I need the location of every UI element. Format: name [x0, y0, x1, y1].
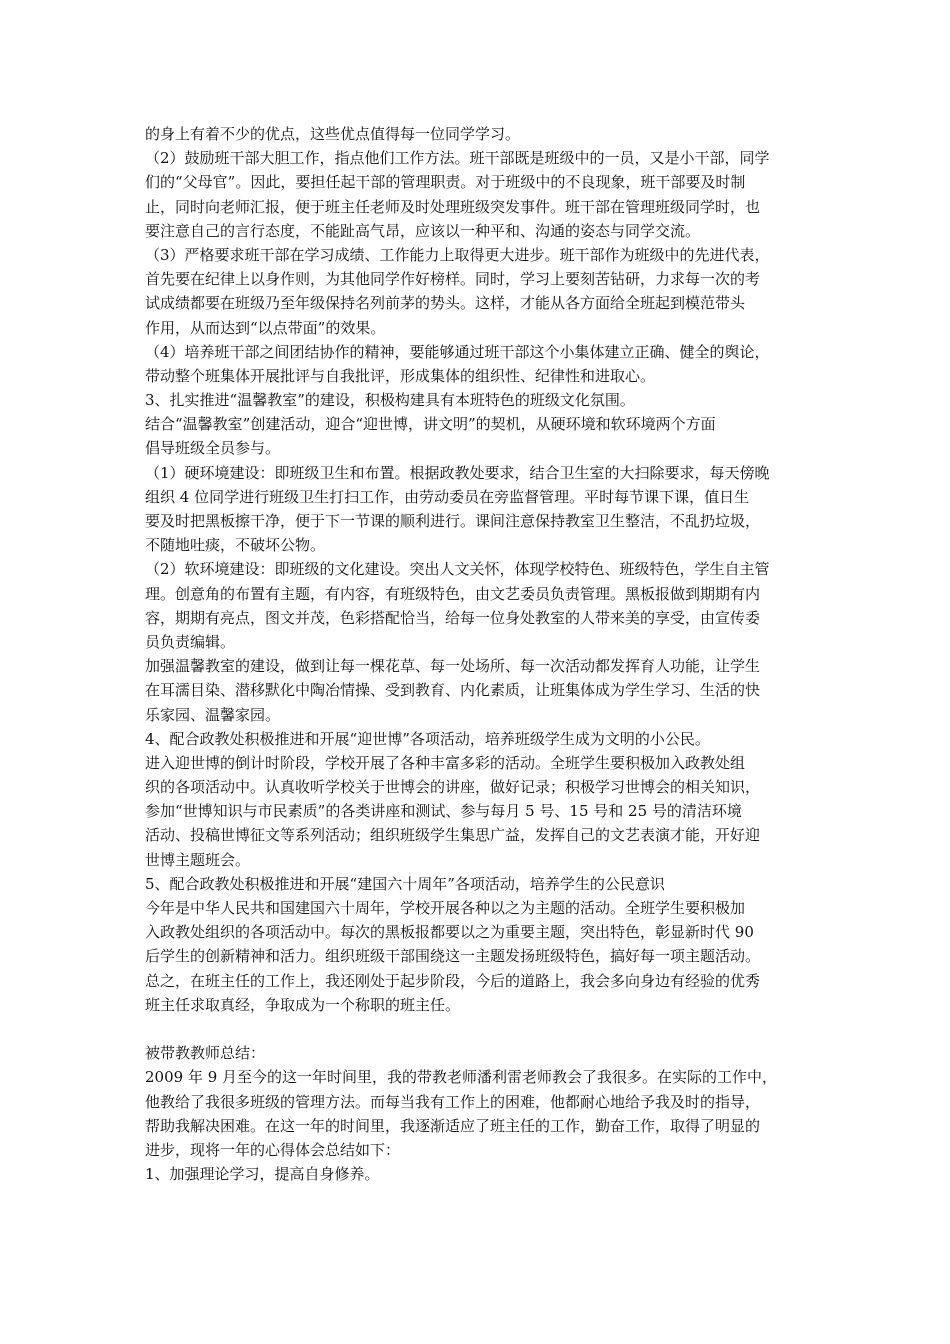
text-line: 们的“父母官”。因此，要担任起干部的管理职责。对于班级中的不良现象，班干部要及时制 — [145, 173, 746, 192]
text-line: （3）严格要求班干部在学习成绩、工作能力上取得更大进步。班干部作为班级中的先进代表， — [145, 245, 770, 264]
text-line: 的身上有着不少的优点，这些优点值得每一位同学学习。 — [145, 125, 521, 143]
text-line: 加强温馨教室的建设，做到让每一棵花草、每一处场所、每一次活动都发挥育人功能，让学生 — [145, 657, 761, 676]
text-line: 在耳濡目染、潜移默化中陶冶情操、受到教育、内化素质，让班集体成为学生学习、生活的快 — [145, 681, 761, 700]
text-line: 结合“温馨教室”创建活动，迎合“迎世博，讲文明”的契机，从硬环境和软环境两个方面 — [145, 415, 716, 434]
text-line: 总之，在班主任的工作上，我还刚处于起步阶段，今后的道路上，我会多向身边有经验的优秀 — [145, 971, 761, 990]
document-body — [145, 122, 810, 1186]
text-line: 入政教处组织的各项活动中。每次的黑板报都要以之为重要主题，突出特色，彰显新时代 90 — [145, 923, 754, 942]
text-line: 员负责编辑。 — [145, 632, 236, 651]
blank-line — [145, 1017, 810, 1041]
text-line: 后学生的创新精神和活力。组织班级干部围绕这一主题发扬班级特色，搞好每一项主题活动。 — [145, 947, 761, 966]
text-line: 帮助我解决困难。在这一年的时间里，我逐渐适应了班主任的工作，勤奋工作，取得了明显的 — [145, 1116, 761, 1135]
text-line: 2009 年 9 月至今的这一年时间里，我的带教老师潘利雷老师教会了我很多。在实际的工作中， — [145, 1068, 778, 1087]
text-line: 3、扎实推进“温馨教室”的建设，积极构建具有本班特色的班级文化氛围。 — [145, 391, 635, 410]
text-line: （2）软环境建设：即班级的文化建设。突出人文关怀，体现学校特色、班级特色，学生自主管 — [145, 560, 770, 579]
text-line: 带动整个班集体开展批评与自我批评，形成集体的组织性、纪律性和进取心。 — [145, 366, 656, 385]
text-line: 被带教教师总结： — [145, 1044, 266, 1063]
text-line: 倡导班级全员参与。 — [145, 439, 281, 458]
text-line: 他教给了我很多班级的管理方法。而每当我有工作上的困难，他都耐心地给予我及时的指导， — [145, 1092, 761, 1111]
text-line: 组织 4 位同学进行班级卫生打扫工作，由劳动委员在旁监督管理。平时每节课下课，值日生 — [145, 487, 750, 506]
text-line: 班主任求取真经，争取成为一个称职的班主任。 — [145, 995, 461, 1014]
text-line: 作用，从而达到“以点带面”的效果。 — [145, 318, 386, 337]
text-line: 活动、投稿世博征文等系列活动；组织班级学生集思广益，发挥自己的文艺表演才能，开好迎 — [145, 826, 761, 845]
text-line: （4）培养班干部之间团结协作的精神，要能够通过班干部这个小集体建立正确、健全的舆论， — [145, 342, 770, 361]
text-line: 进入迎世博的倒计时阶段，学校开展了各种丰富多彩的活动。全班学生要积极加入政教处组 — [145, 753, 746, 772]
text-line: 4、配合政教处积极推进和开展“迎世博”各项活动，培养班级学生成为文明的小公民。 — [145, 729, 710, 748]
text-line: 试成绩都要在班级乃至年级保持名列前茅的势头。这样，才能从各方面给全班起到模范带头 — [145, 294, 746, 313]
text-line: 理。创意角的布置有主题，有内容，有班级特色，由文艺委员负责管理。黑板报做到期期有内 — [145, 584, 761, 603]
text-line: 5、配合政教处积极推进和开展“建国六十周年”各项活动，培养学生的公民意识 — [145, 874, 665, 893]
text-line: （2）鼓励班干部大胆工作，指点他们工作方法。班干部既是班级中的一员，又是小干部，同学 — [145, 149, 770, 168]
text-line: 容，期期有亮点，图文并茂，色彩搭配恰当，给每一位身处教室的人带来美的享受，由宣传委 — [145, 608, 761, 627]
text-line: 今年是中华人民共和国建国六十周年，学校开展各种以之为主题的活动。全班学生要积极加 — [145, 899, 746, 917]
text-line: 要及时把黑板擦干净，便于下一节课的顺利进行。课间注意保持教室卫生整洁，不乱扔垃圾， — [145, 512, 761, 530]
text-line: 参加“世博知识与市民素质”的各类讲座和测试、参与每月 5 号、15 号和 25 号的清洁环境 — [145, 802, 742, 821]
text-line: 不随地吐痰，不破坏公物。 — [145, 536, 326, 555]
text-line: 进步，现将一年的心得体会总结如下： — [145, 1140, 401, 1159]
text-line: 要注意自己的言行态度，不能趾高气昂，应该以一种平和、沟通的姿态与同学交流。 — [145, 221, 701, 240]
text-line: 1、加强理论学习，提高自身修养。 — [145, 1165, 380, 1184]
text-line: 织的各项活动中。认真收听学校关于世博会的讲座，做好记录；积极学习世博会的相关知识， — [145, 778, 761, 797]
text-line: 止，同时向老师汇报，便于班主任老师及时处理班级突发事件。班干部在管理班级同学时，也 — [145, 197, 761, 216]
text-line: 乐家园、温馨家园。 — [145, 705, 281, 724]
text-line: 世博主题班会。 — [145, 850, 251, 869]
text-line: （1）硬环境建设：即班级卫生和布置。根据政教处要求，结合卫生室的大扫除要求，每天傍晚 — [145, 463, 770, 482]
text-line: 首先要在纪律上以身作则，为其他同学作好榜样。同时，学习上要刻苦钻研，力求每一次的考 — [145, 270, 761, 289]
